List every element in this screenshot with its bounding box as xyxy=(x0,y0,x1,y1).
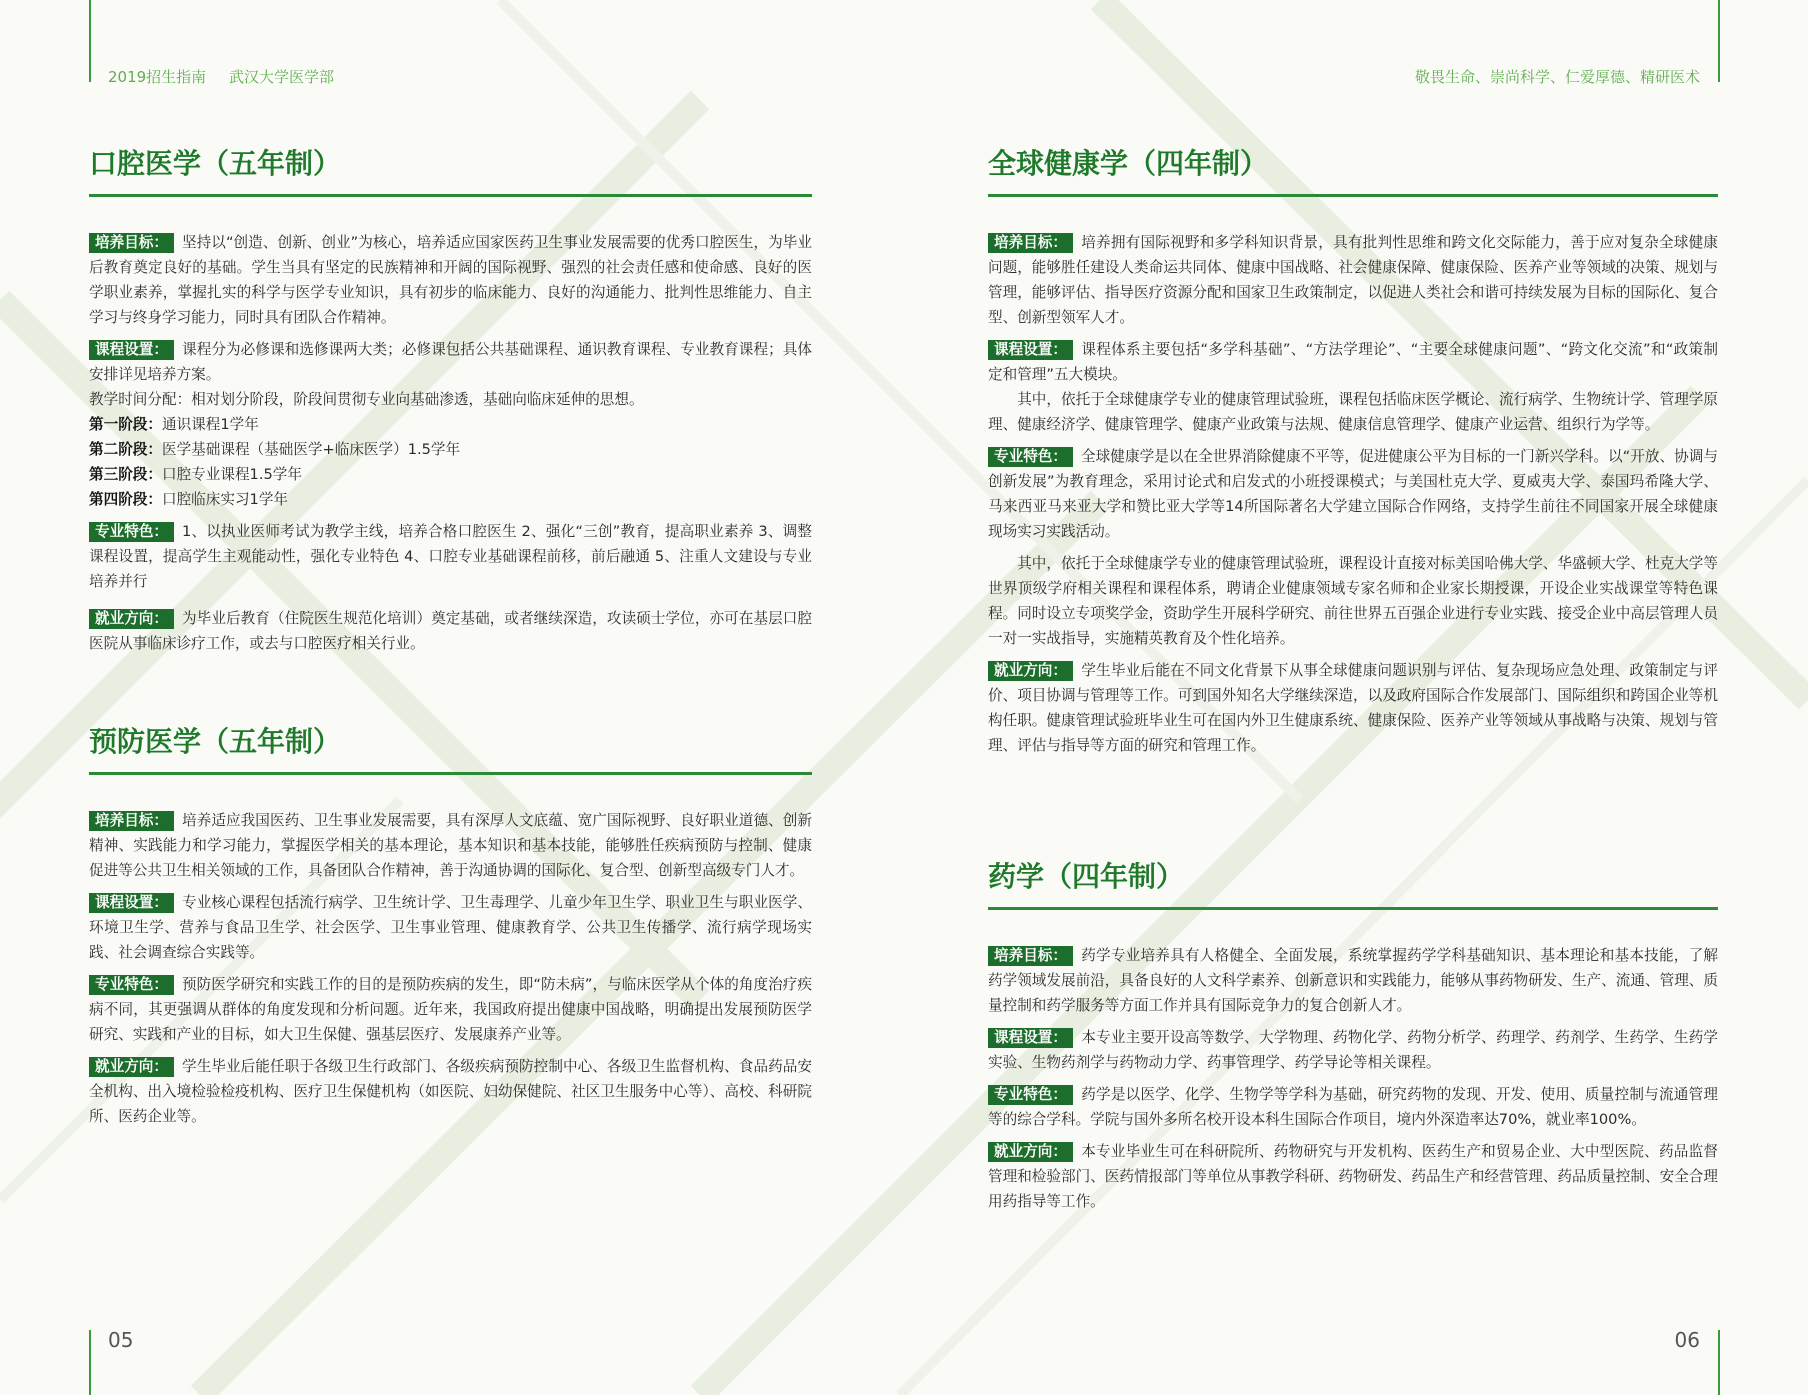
header-left xyxy=(108,66,334,87)
major-feature-text: 1、以执业医师考试为教学主线，培养合格口腔医生 2、强化“三创”教育，提高职业素养 3、调整课程设置，提高学生主观能动性，强化专业特色 4、口腔专业基础课程前移，前后融通 5、注重人文建设与专业培养并行 xyxy=(89,523,812,590)
stage-item xyxy=(89,437,812,462)
course-setting-text: 课程体系主要包括“多学科基础”、“方法学理论”、“主要全球健康问题”、“跨文化交流”和“政策制定和管理”五大模块。 xyxy=(988,341,1718,383)
stage-text: 口腔临床实习1学年 xyxy=(161,491,289,508)
section-title: 药学（四年制） xyxy=(988,855,1718,910)
course-setting xyxy=(89,337,812,387)
course-setting xyxy=(988,337,1718,387)
employment-direction-label: 就业方向： xyxy=(988,1142,1073,1162)
stage-item xyxy=(89,487,812,512)
employment-direction-label: 就业方向： xyxy=(988,661,1073,681)
section-global-health xyxy=(988,142,1718,765)
training-goal-label: 培养目标： xyxy=(89,811,174,831)
employment-direction-label: 就业方向： xyxy=(89,609,174,629)
section-preventive-medicine xyxy=(89,720,812,1136)
right-frame-line-bottom xyxy=(1718,1330,1720,1395)
training-goal xyxy=(89,808,812,883)
training-goal-text: 培养拥有国际视野和多学科知识背景，具有批判性思维和跨文化交际能力，善于应对复杂全球健康问题，能够胜任建设人类命运共同体、健康中国战略、社会健康保障、健康保险、医养产业等领域的决策、规划与管理，能够评估、指导医疗资源分配和国家卫生政策制定，以促进人类社会和谐可持续发展为目标的国际化、复合型、创新型领军人才。 xyxy=(988,234,1718,326)
header-right-motto: 敬畏生命、崇尚科学、仁爱厚德、精研医术 xyxy=(1414,68,1700,86)
employment-direction xyxy=(89,606,812,656)
course-setting-label: 课程设置： xyxy=(89,893,174,913)
major-feature-text: 药学是以医学、化学、生物学等学科为基础，研究药物的发现、开发、使用、质量控制与流通管理等的综合学科。学院与国外多所名校开设本科生国际合作项目，境内外深造率达70%，就业率100%。 xyxy=(988,1086,1718,1128)
header-right xyxy=(1415,66,1700,87)
employment-direction-label: 就业方向： xyxy=(89,1057,174,1077)
training-goal xyxy=(89,230,812,330)
section-pharmacy xyxy=(988,855,1718,1221)
teaching-time: 教学时间分配：相对划分阶段，阶段间贯彻专业向基础渗透，基础向临床延伸的思想。 xyxy=(89,391,644,408)
header-left-year-guide: 2019招生指南 xyxy=(108,68,207,86)
stage-text: 通识课程1学年 xyxy=(161,416,259,433)
major-feature xyxy=(988,444,1718,544)
stage-label: 第三阶段： xyxy=(89,466,162,483)
major-feature-text: 预防医学研究和实践工作的目的是预防疾病的发生，即“防未病”，与临床医学从个体的角度治疗疾病不同，其更强调从群体的角度发现和分析问题。近年来，我国政府提出健康中国战略，明确提出发展预防医学研究、实践和产业的目标，如大卫生保健、强基层医疗、发展康养产业等。 xyxy=(89,976,812,1043)
section-stomatology xyxy=(89,142,812,663)
employment-direction xyxy=(988,658,1718,758)
employment-direction xyxy=(89,1054,812,1129)
section-title: 口腔医学（五年制） xyxy=(89,142,812,197)
course-setting-text: 课程分为必修课和选修课两大类；必修课包括公共基础课程、通识教育课程、专业教育课程；具体安排详见培养方案。 xyxy=(89,341,812,383)
employment-direction-text: 学生毕业后能任职于各级卫生行政部门、各级疾病预防控制中心、各级卫生监督机构、食品药品安全机构、出入境检验检疫机构、医疗卫生保健机构（如医院、妇幼保健院、社区卫生服务中心等）、高校、科研院所、医药企业等。 xyxy=(89,1058,812,1125)
stage-label: 第四阶段： xyxy=(89,491,162,508)
major-feature-label: 专业特色： xyxy=(988,1085,1073,1105)
training-goal xyxy=(988,943,1718,1018)
course-setting-detail: 其中，依托于全球健康学专业的健康管理试验班，课程包括临床医学概论、流行病学、生物统计学、管理学原理、健康经济学、健康管理学、健康产业政策与法规、健康信息管理学、健康产业运营、组织行为学等。 xyxy=(988,391,1718,433)
left-frame-line-top xyxy=(89,0,91,82)
course-setting-label: 课程设置： xyxy=(988,1028,1073,1048)
employment-direction-text: 本专业毕业生可在科研院所、药物研究与开发机构、医药生产和贸易企业、大中型医院、药品监督管理和检验部门、医药情报部门等单位从事教学科研、药物研发、药品生产和经营管理、药品质量控制、安全合理用药指导等工作。 xyxy=(988,1143,1718,1210)
major-feature-text: 全球健康学是以在全世界消除健康不平等，促进健康公平为目标的一门新兴学科。以“开放、协调与创新发展”为教育理念，采用讨论式和启发式的小班授课模式；与美国杜克大学、夏威夷大学、泰国玛希隆大学、马来西亚马来亚大学和赞比亚大学等14所国际著名大学建立国际合作网络，支持学生前往不同国家开展全球健康现场实习实践活动。 xyxy=(988,448,1718,540)
training-goal-label: 培养目标： xyxy=(988,946,1073,966)
major-feature-label: 专业特色： xyxy=(89,522,174,542)
employment-direction xyxy=(988,1139,1718,1214)
stage-item xyxy=(89,412,812,437)
header-left-university: 武汉大学医学部 xyxy=(228,68,334,86)
course-setting xyxy=(89,890,812,965)
course-setting-text: 本专业主要开设高等数学、大学物理、药物化学、药物分析学、药理学、药剂学、生药学、生药学实验、生物药剂学与药物动力学、药事管理学、药学导论等相关课程。 xyxy=(988,1029,1718,1071)
employment-direction-text: 学生毕业后能在不同文化背景下从事全球健康问题识别与评估、复杂现场应急处理、政策制定与评价、项目协调与管理等工作。可到国外知名大学继续深造，以及政府国际合作发展部门、国际组织和跨国企业等机构任职。健康管理试验班毕业生可在国内外卫生健康系统、健康保险、医养产业等领域从事战略与决策、规划与管理、评估与指导等方面的研究和管理工作。 xyxy=(988,662,1718,754)
course-setting-text: 专业核心课程包括流行病学、卫生统计学、卫生毒理学、儿童少年卫生学、职业卫生与职业医学、环境卫生学、营养与食品卫生学、社会医学、卫生事业管理、健康教育学、公共卫生传播学、流行病学现场实践、社会调查综合实践等。 xyxy=(89,894,812,961)
stage-label: 第一阶段： xyxy=(89,416,162,433)
stage-text: 口腔专业课程1.5学年 xyxy=(161,466,302,483)
major-feature xyxy=(988,1082,1718,1132)
stage-item xyxy=(89,462,812,487)
training-goal-text: 药学专业培养具有人格健全、全面发展，系统掌握药学学科基础知识、基本理论和基本技能，了解药学领域发展前沿，具备良好的人文科学素养、创新意识和实践能力，能够从事药物研发、生产、流通、管理、质量控制和药学服务等方面工作并具有国际竞争力的复合创新人才。 xyxy=(988,947,1718,1014)
major-feature-label: 专业特色： xyxy=(988,447,1073,467)
stage-text: 医学基础课程（基础医学+临床医学）1.5学年 xyxy=(161,441,461,458)
left-frame-line-bottom xyxy=(89,1330,91,1395)
page-number-left: 05 xyxy=(108,1328,134,1352)
course-setting-label: 课程设置： xyxy=(988,340,1073,360)
training-goal-text: 坚持以“创造、创新、创业”为核心，培养适应国家医药卫生事业发展需要的优秀口腔医生，为毕业后教育奠定良好的基础。学生当具有坚定的民族精神和开阔的国际视野、强烈的社会责任感和使命感、良好的医学职业素养，掌握扎实的科学与医学专业知识，具有初步的临床能力、良好的沟通能力、批判性思维能力、自主学习与终身学习能力，同时具有团队合作精神。 xyxy=(89,234,812,326)
major-feature xyxy=(89,972,812,1047)
training-goal xyxy=(988,230,1718,330)
training-goal-label: 培养目标： xyxy=(89,233,174,253)
major-feature-label: 专业特色： xyxy=(89,975,174,995)
course-setting-label: 课程设置： xyxy=(89,340,174,360)
page-number-right: 06 xyxy=(1674,1328,1700,1352)
training-goal-text: 培养适应我国医药、卫生事业发展需要，具有深厚人文底蕴、宽广国际视野、良好职业道德、创新精神、实践能力和学习能力，掌握医学相关的基本理论，基本知识和基本技能，能够胜任疾病预防与控制、健康促进等公共卫生相关领域的工作，具备团队合作精神，善于沟通协调的国际化、复合型、创新型高级专门人才。 xyxy=(89,812,812,879)
major-feature-detail: 其中，依托于全球健康学专业的健康管理试验班，课程设计直接对标美国哈佛大学、华盛顿大学、杜克大学等世界顶级学府相关课程和课程体系，聘请企业健康领域专家名师和企业家长期授课，开设企业实战课堂等特色课程。同时设立专项奖学金，资助学生开展科学研究、前往世界五百强企业进行专业实践、接受企业中高层管理人员一对一实战指导，实施精英教育及个性化培养。 xyxy=(988,555,1718,647)
training-goal-label: 培养目标： xyxy=(988,233,1073,253)
major-feature xyxy=(89,519,812,594)
stage-label: 第二阶段： xyxy=(89,441,162,458)
right-frame-line-top xyxy=(1718,0,1720,82)
employment-direction-text: 为毕业后教育（住院医生规范化培训）奠定基础，或者继续深造，攻读硕士学位，亦可在基层口腔医院从事临床诊疗工作，或去与口腔医疗相关行业。 xyxy=(89,610,812,652)
section-title: 预防医学（五年制） xyxy=(89,720,812,775)
course-setting xyxy=(988,1025,1718,1075)
section-title: 全球健康学（四年制） xyxy=(988,142,1718,197)
